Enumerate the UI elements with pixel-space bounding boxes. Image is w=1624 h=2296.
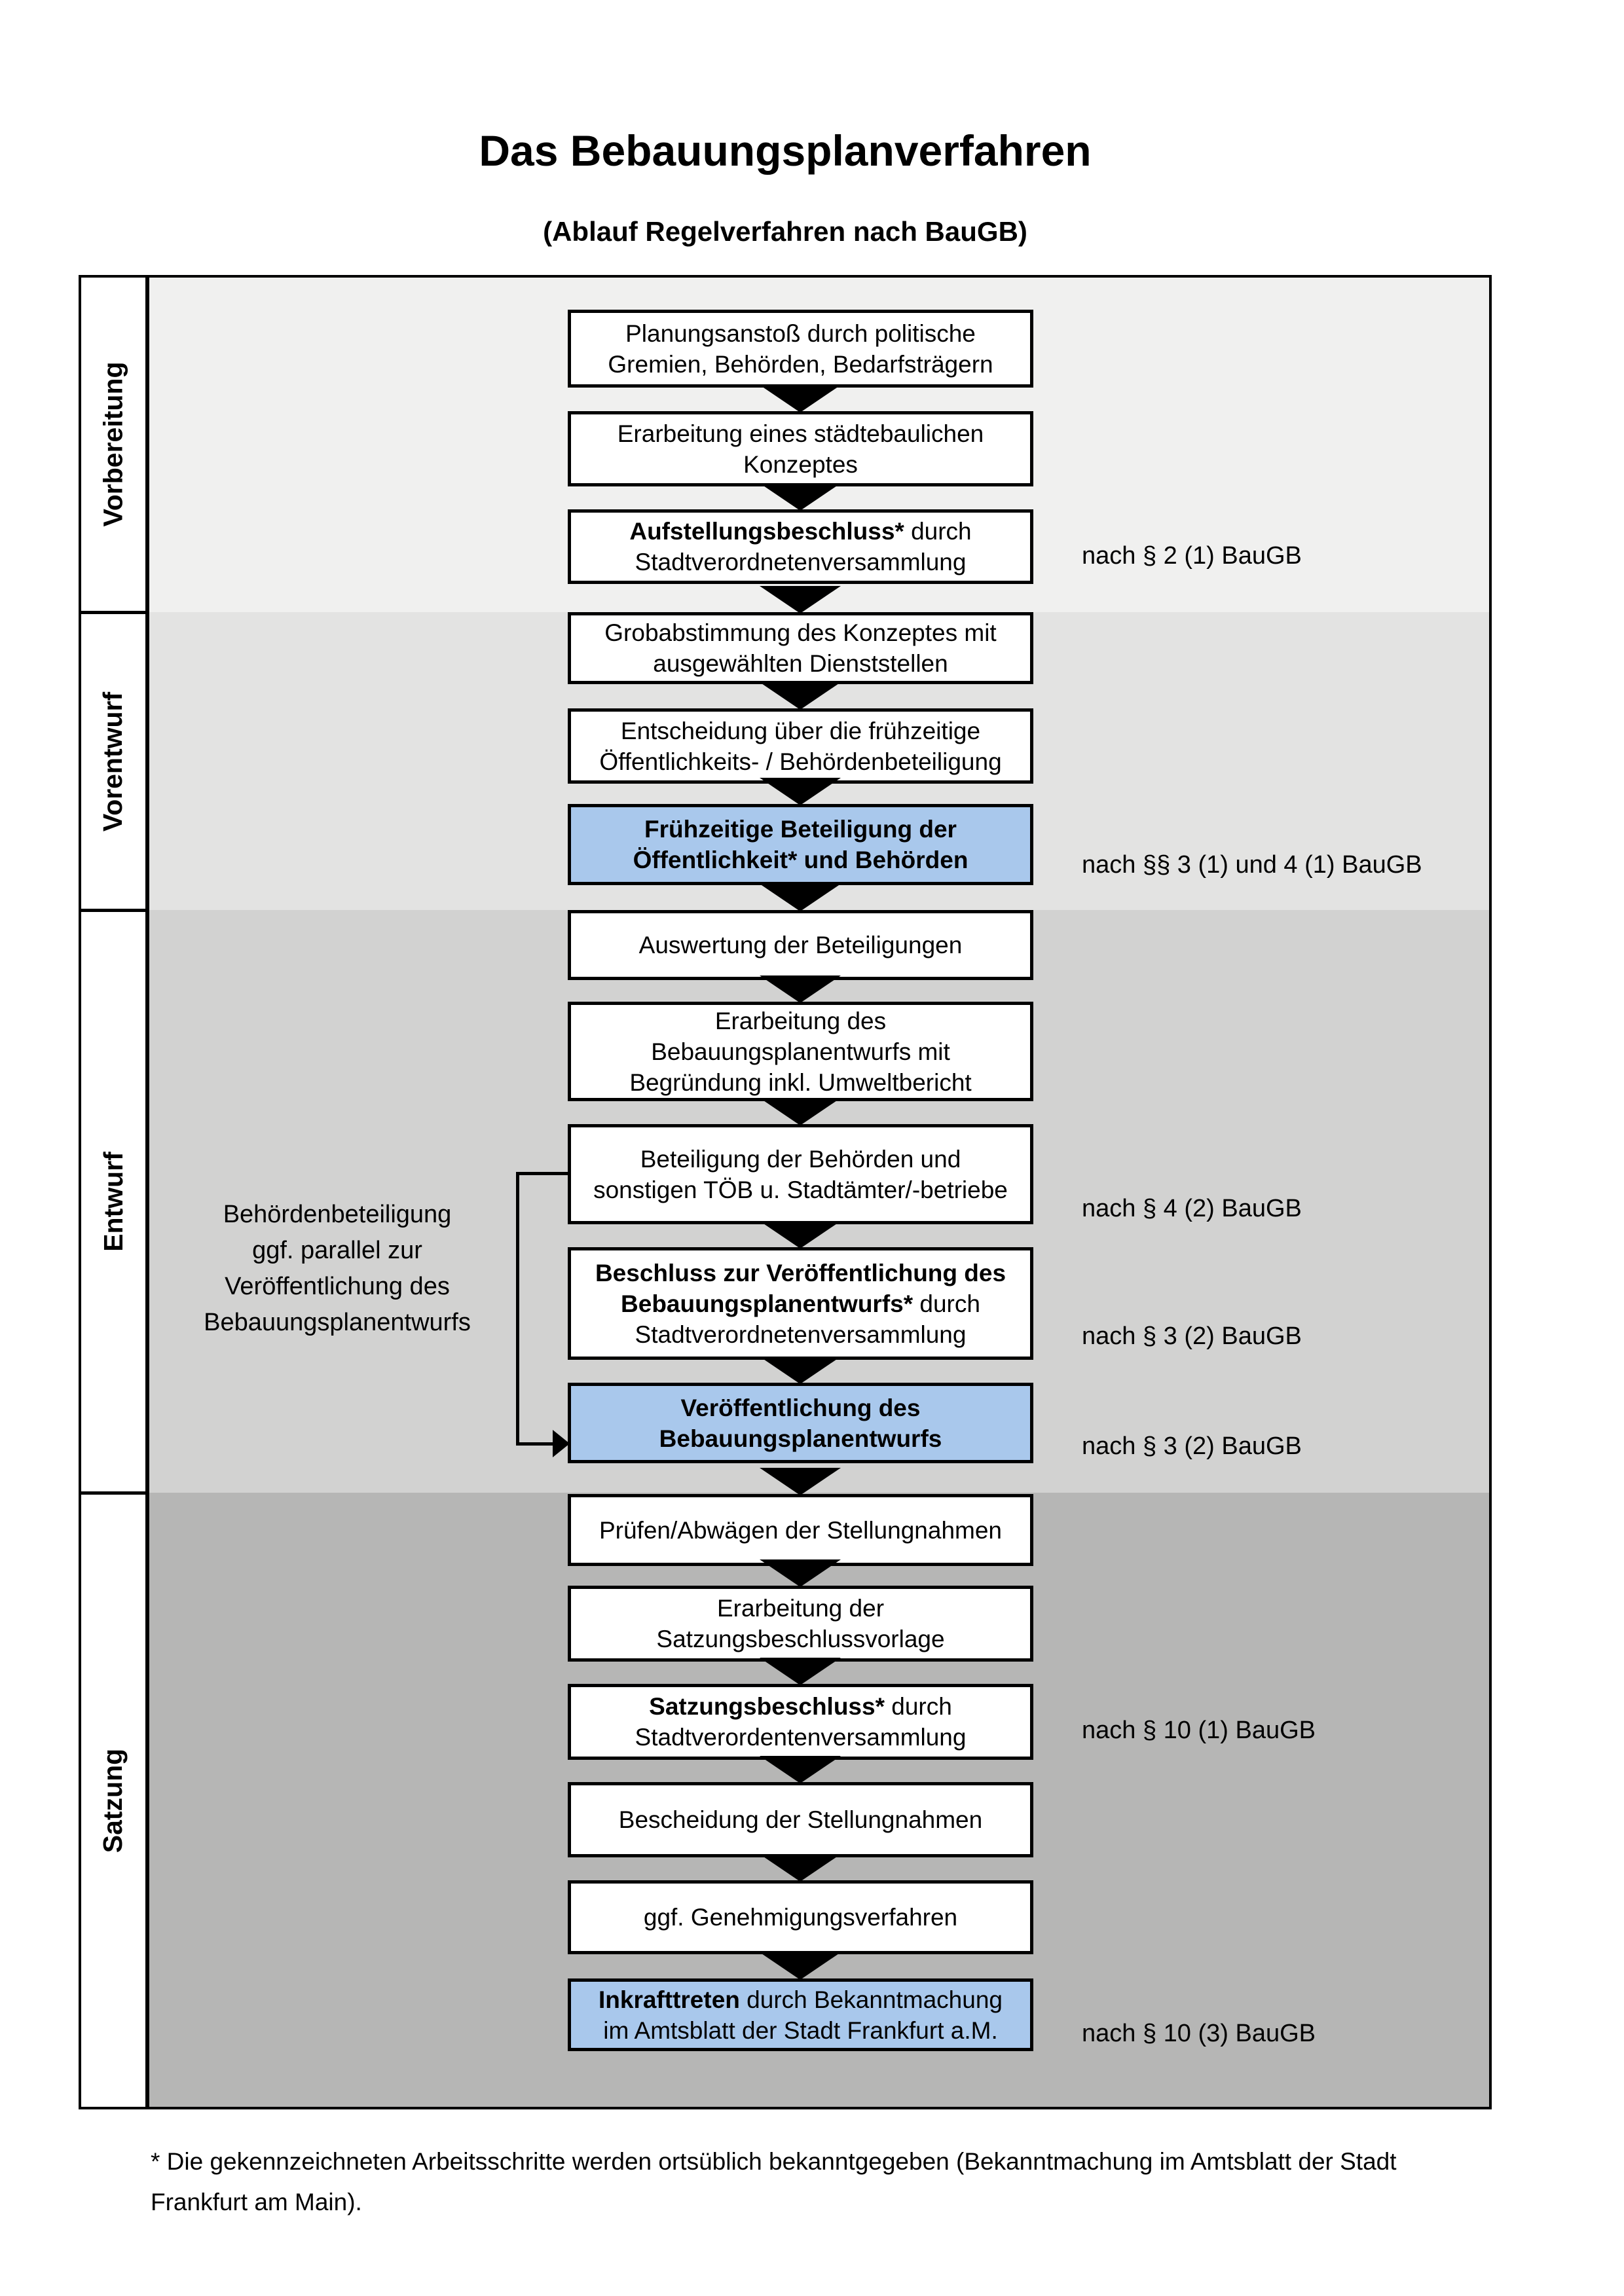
arrow-down-icon (760, 1221, 841, 1248)
flow-box-pruefen-abwaegen: Prüfen/Abwägen der Stellungnahmen (568, 1494, 1033, 1566)
arrow-down-icon (760, 1658, 841, 1685)
flow-box-auswertung: Auswertung der Beteiligungen (568, 910, 1033, 980)
phase-label-entwurf: Entwurf (98, 1152, 128, 1252)
legal-reference: nach § 3 (2) BauGB (1082, 1432, 1302, 1460)
connector-line-vertical (516, 1172, 519, 1446)
flow-box-planungsanstoss: Planungsanstoß durch politische Gremien, Behörden, Bedarfsträgern (568, 310, 1033, 388)
arrow-down-icon (760, 1098, 841, 1125)
arrow-down-icon (760, 975, 841, 1003)
phase-label-vorentwurf: Vorentwurf (98, 691, 128, 831)
flow-box-behoerdenbeteiligung: Beteiligung der Behörden und sonstigen TÖB u. Stadtämter/-betriebe (568, 1124, 1033, 1224)
legal-reference: nach § 3 (2) BauGB (1082, 1322, 1302, 1350)
flow-box-beschluss-veroeffentlichung: Beschluss zur Veröffentlichung des Bebauungsplanentwurfs* durch Stadtverordnetenversammlung (568, 1247, 1033, 1360)
connector-line-bottom (516, 1442, 554, 1446)
arrow-down-icon (760, 1357, 841, 1384)
legal-reference: nach §§ 3 (1) und 4 (1) BauGB (1082, 851, 1422, 879)
footnote-line-2: Frankfurt am Main). (151, 2189, 362, 2215)
legal-reference: nach § 10 (3) BauGB (1082, 2020, 1316, 2047)
footnote-line-1: * Die gekennzeichneten Arbeitsschritte werden ortsüblich bekanntgegeben (Bekanntmachung im Amtsblatt der Stadt (151, 2148, 1397, 2175)
phase-label-vorbereitung: Vorbereitung (98, 361, 128, 527)
flow-box-aufstellungsbeschluss: Aufstellungsbeschluss* durch Stadtverordnetenversammlung (568, 509, 1033, 584)
flow-box-bescheidung: Bescheidung der Stellungnahmen (568, 1782, 1033, 1857)
flow-box-inkrafttreten: Inkrafttreten durch Bekanntmachung im Amtsblatt der Stadt Frankfurt a.M. (568, 1978, 1033, 2051)
connector-line-top (516, 1172, 568, 1175)
arrow-down-icon (760, 385, 841, 412)
page-subtitle: (Ablauf Regelverfahren nach BauGB) (543, 216, 1027, 247)
legal-reference: nach § 4 (2) BauGB (1082, 1195, 1302, 1222)
arrow-down-icon (760, 884, 841, 911)
page-title: Das Bebauungsplanverfahren (479, 126, 1092, 175)
arrow-down-icon (760, 1854, 841, 1882)
flow-box-genehmigungsverfahren: ggf. Genehmigungsverfahren (568, 1880, 1033, 1954)
flow-box-veroeffentlichung: Veröffentlichung des Bebauungsplanentwurfs (568, 1383, 1033, 1463)
arrow-down-icon (760, 778, 841, 805)
phase-label-satzung: Satzung (98, 1748, 128, 1853)
flow-box-erarbeitung-entwurf: Erarbeitung des Bebauungsplanentwurfs mit Begründung inkl. Umweltbericht (568, 1002, 1033, 1101)
arrow-down-icon (760, 1559, 841, 1587)
arrow-down-icon (760, 682, 841, 710)
flow-box-satzungsbeschluss: Satzungsbeschluss* durch Stadtverordentenversammlung (568, 1684, 1033, 1760)
arrow-down-icon (760, 1756, 841, 1783)
legal-reference: nach § 10 (1) BauGB (1082, 1717, 1316, 1744)
arrow-right-icon (553, 1430, 570, 1457)
arrow-down-icon (760, 586, 841, 613)
flow-box-entscheidung-beteiligung: Entscheidung über die frühzeitige Öffentlichkeits- / Behördenbeteiligung (568, 708, 1033, 784)
flow-box-fruehzeitige-beteiligung: Frühzeitige Beteiligung der Öffentlichkeit* und Behörden (568, 804, 1033, 885)
arrow-down-icon (760, 483, 841, 511)
arrow-down-icon (760, 1468, 841, 1495)
flow-box-konzept: Erarbeitung eines städtebaulichen Konzeptes (568, 411, 1033, 486)
flow-box-satzungsbeschlussvorlage: Erarbeitung der Satzungsbeschlussvorlage (568, 1586, 1033, 1662)
side-note: Behördenbeteiligung ggf. parallel zur Veröffentlichung des Bebauungsplanentwurfs (204, 1201, 471, 1336)
legal-reference: nach § 2 (1) BauGB (1082, 542, 1302, 570)
arrow-down-icon (760, 1952, 841, 1980)
flow-box-grobabstimmung: Grobabstimmung des Konzeptes mit ausgewählten Dienststellen (568, 612, 1033, 684)
